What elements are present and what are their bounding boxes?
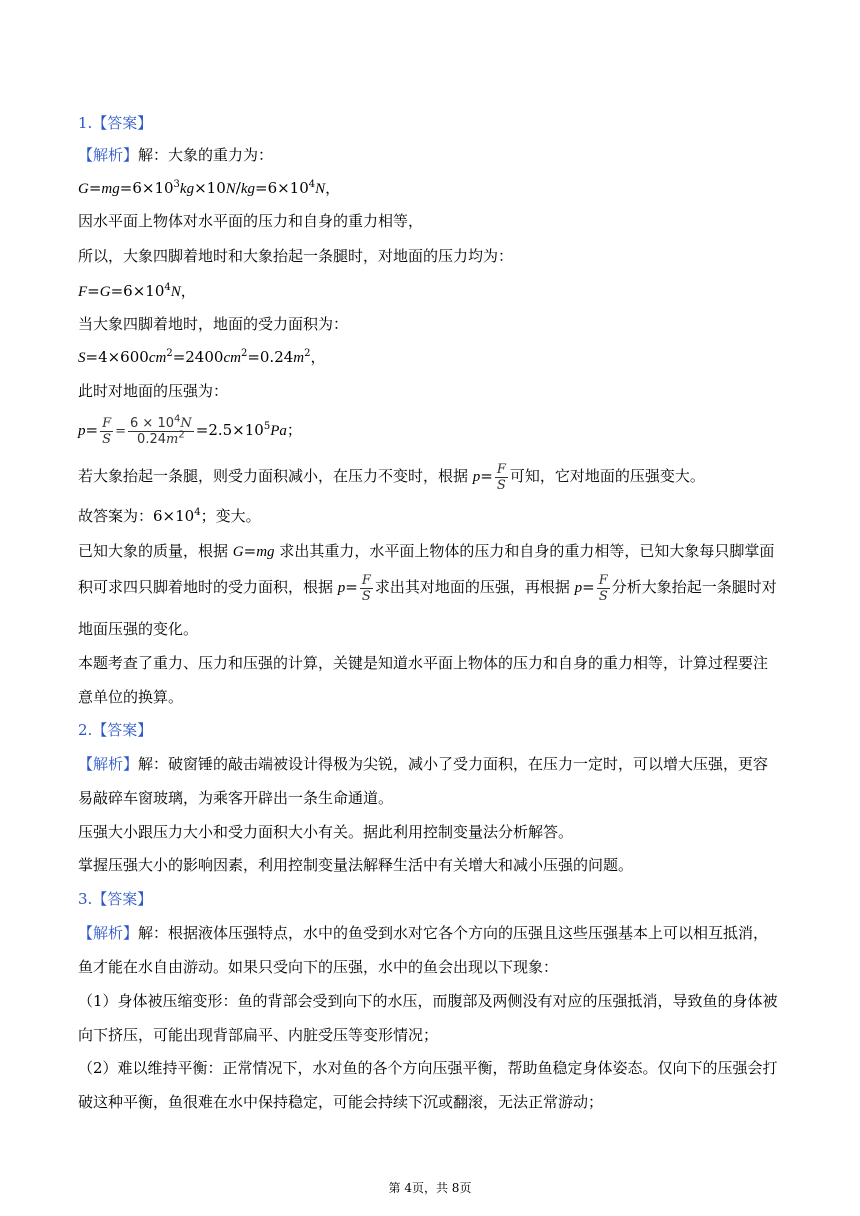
q1-line-16: 意单位的换算。 xyxy=(78,688,184,706)
q1-line-1 xyxy=(78,144,273,166)
q2-line-1 xyxy=(78,753,768,775)
unit: cm xyxy=(223,350,241,366)
q3-line-6: 破这种平衡，鱼很难在水中保持稳定，可能会持续下沉或翻滚，无法正常游动； xyxy=(78,1093,604,1111)
exponent: 2 xyxy=(304,348,311,359)
q2-line-2: 易敲碎车窗玻璃，为乘客开辟出一条生命通道。 xyxy=(78,789,394,807)
fraction xyxy=(128,413,194,447)
analysis-tag: 【解析】 xyxy=(78,146,139,164)
q1-line-9-formula xyxy=(78,410,302,450)
q1-line-6: 当大象四脚着地时，地面的受力面积为： xyxy=(78,315,349,333)
unit: N xyxy=(315,181,326,197)
text: = xyxy=(115,424,127,439)
text: = xyxy=(87,282,100,300)
text: = xyxy=(480,467,493,485)
text: / xyxy=(235,179,241,197)
numerator: F xyxy=(361,572,371,588)
q1-line-12 xyxy=(78,540,774,563)
fraction xyxy=(495,462,508,493)
fraction xyxy=(100,416,113,447)
exponent: 4 xyxy=(194,507,201,518)
text: =4×600 xyxy=(85,348,149,366)
q1-line-10 xyxy=(78,456,705,496)
var-p: p xyxy=(472,469,481,485)
text: =6×10 xyxy=(110,282,165,300)
q2-line-4: 掌握压强大小的影响因素，利用控制变量法解释生活中有关增大和减小压强的问题。 xyxy=(78,856,634,874)
exponent: 5 xyxy=(263,421,271,432)
text: = xyxy=(582,578,595,596)
text: 求出其重力，水平面上物体的压力和自身的重力相等，已知大象每只脚掌面 xyxy=(274,542,775,560)
unit: kg xyxy=(240,181,255,197)
fraction xyxy=(360,573,373,604)
exponent: 2 xyxy=(166,348,173,359)
text: 可知，它对地面的压强变大。 xyxy=(509,467,705,485)
text: =2400 xyxy=(172,348,224,366)
q1-line-3: 因水平面上物体对水平面的压力和自身的重力相等， xyxy=(78,212,424,230)
text: 解：破窗锤的敲击端被设计得极为尖锐，减小了受力面积，在压力一定时，可以增大压强，更容 xyxy=(138,755,769,773)
q1-line-4: 所以，大象四脚着地时和大象抬起一条腿时，对地面的压力均为： xyxy=(78,247,514,265)
page-footer: 第 4页，共 8页 xyxy=(388,1181,472,1195)
unit: kg xyxy=(179,181,195,197)
unit: Pa xyxy=(270,423,287,439)
unit: m xyxy=(293,350,305,366)
q1-line-5 xyxy=(78,280,196,303)
var-S: S xyxy=(78,350,86,366)
exponent: 4 xyxy=(308,179,316,190)
exponent: 3 xyxy=(173,179,180,190)
q3-line-1 xyxy=(78,922,768,944)
unit: N xyxy=(225,181,236,197)
text: 若大象抬起一条腿，则受力面积减小，在压力不变时，根据 xyxy=(78,467,473,485)
text: 已知大象的质量，根据 xyxy=(78,542,233,560)
text: = xyxy=(88,179,102,197)
text: 故答案为：6×10 xyxy=(78,507,195,525)
var-p: p xyxy=(78,423,86,439)
text: ； xyxy=(286,421,302,439)
text: =6×10 xyxy=(255,179,309,197)
text: 解：大象的重力为： xyxy=(138,146,274,164)
text: 积可求四只脚着地时的受力面积，根据 xyxy=(78,578,338,596)
text: = xyxy=(345,578,358,596)
analysis-tag: 【解析】 xyxy=(78,755,139,773)
text: ， xyxy=(325,179,341,197)
var-G: G xyxy=(232,544,244,560)
text: = xyxy=(243,542,257,560)
q1-line-2 xyxy=(78,177,340,200)
text: ；变大。 xyxy=(200,507,261,525)
denominator: S xyxy=(598,588,608,604)
denominator: S xyxy=(496,477,506,493)
var-p: p xyxy=(337,580,346,596)
unit: N xyxy=(180,415,192,431)
var-G: G xyxy=(99,284,111,300)
q1-line-8: 此时对地面的压强为： xyxy=(78,382,229,400)
text: = xyxy=(85,421,99,439)
var-p: p xyxy=(574,580,583,596)
q1-line-13 xyxy=(78,567,777,607)
text: 0.24 xyxy=(137,431,166,447)
text: =6×10 xyxy=(119,179,174,197)
q3-line-2: 鱼才能在水自由游动。如果只受向下的压强，水中的鱼会出现以下现象： xyxy=(78,958,559,976)
text: ， xyxy=(310,348,326,366)
denominator xyxy=(135,429,187,447)
denominator: S xyxy=(361,588,371,604)
q1-line-7 xyxy=(78,346,326,369)
q1-line-15: 本题考查了重力、压力和压强的计算，关键是知道水平面上物体的压力和自身的重力相等，计算过程要注 xyxy=(78,654,769,672)
var-mg: mg xyxy=(101,181,120,197)
q2-line-3: 压强大小跟压力大小和受力面积大小有关。据此利用控制变量法分析解答。 xyxy=(78,823,574,841)
text: 解：根据液体压强特点，水中的鱼受到水对它各个方向的压强且这些压强基本上可以相互抵消， xyxy=(138,924,769,942)
numerator: F xyxy=(598,572,608,588)
q3-line-5: （2）难以维持平衡：正常情况下，水对鱼的各个方向压强平衡，帮助鱼稳定身体姿态。仅向下的压强会打 xyxy=(78,1059,778,1077)
q3-line-3: （1）身体被压缩变形：鱼的背部会受到向下的水压，而腹部及两侧没有对应的压强抵消，导致鱼的身体被 xyxy=(78,992,778,1010)
unit: m xyxy=(166,431,179,447)
text: =2.5×10 xyxy=(195,421,264,439)
var-mg: mg xyxy=(256,544,275,560)
text: ×10 xyxy=(194,179,226,197)
unit: cm xyxy=(148,350,167,366)
exponent: 4 xyxy=(164,282,171,293)
q1-heading: 1.【答案】 xyxy=(78,114,153,132)
var-G: G xyxy=(78,181,89,197)
analysis-tag: 【解析】 xyxy=(78,924,139,942)
text: 求出其对地面的压强，再根据 xyxy=(374,578,575,596)
unit: N xyxy=(170,284,181,300)
text: 6 × 10 xyxy=(130,415,174,431)
var-F: F xyxy=(78,284,88,300)
q3-line-4: 向下挤压，可能出现背部扁平、内脏受压等变形情况； xyxy=(78,1026,439,1044)
text: ， xyxy=(180,282,196,300)
numerator: F xyxy=(102,415,112,431)
q2-heading: 2.【答案】 xyxy=(78,721,153,739)
denominator: S xyxy=(102,431,112,447)
q3-heading: 3.【答案】 xyxy=(78,890,153,908)
exponent: 2 xyxy=(178,429,185,441)
fraction xyxy=(597,573,610,604)
q1-line-14: 地面压强的变化。 xyxy=(78,620,199,638)
text: =0.24 xyxy=(247,348,294,366)
exponent: 2 xyxy=(240,348,248,359)
text: 分析大象抬起一条腿时对 xyxy=(611,578,777,596)
q1-line-11 xyxy=(78,505,261,527)
exponent: 4 xyxy=(174,413,181,425)
numerator: F xyxy=(496,461,506,477)
